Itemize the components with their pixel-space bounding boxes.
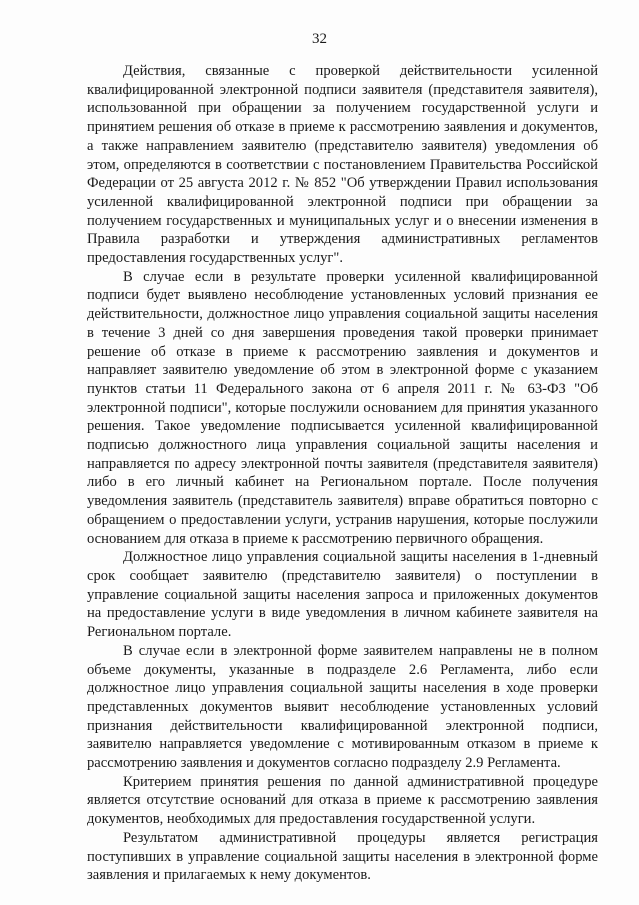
paragraph-verification-failure: В случае если в результате проверки усиленной квалифицированной подписи будет выявлено несоблюдение установленных условий признания ее действительности, должностное лицо управления социальной защиты населения в течение 3 дней со дня завершения проведения такой проверки принимает решение об отказе в приеме к рассмотрению заявления и документов и направляет заявителю уведомление об этом в электронной форме с указанием пунктов статьи 11 Федерального закона от 6 апреля 2011 г. № 63-ФЗ "Об электронной подписи", которые послужили основанием для принятия указанного решения. Такое уведомление подписывается усиленной квалифицированной подписью должностного лица управления социальной защиты населения и направляется по адресу электронной почты заявителя (представителя заявителя) либо в его личный кабинет на Региональном портале. После получения уведомления заявитель (представитель заявителя) вправе обратиться повторно с обращением о предоставлении услуги, устранив нарушения, которые послужили основанием для отказа в приеме к рассмотрению первичного обращения. — [87, 268, 598, 547]
paragraph-receipt-notification: Должностное лицо управления социальной защиты населения в 1-дневный срок сообщает заявителю (представителю заявителя) о поступлении в управление социальной защиты населения запроса и приложенных документов на предоставление услуги в виде уведомления в личном кабинете заявителя на Региональном портале. — [87, 549, 598, 641]
page-number: 32 — [312, 31, 327, 47]
paragraph-procedure-result: Результатом административной процедуры является регистрация поступивших в управление социальной защиты населения в электронной форме заявления и прилагаемых к нему документов. — [87, 829, 598, 884]
paragraph-incomplete-documents: В случае если в электронной форме заявителем направлены не в полном объеме документы, указанные в подразделе 2.6 Регламента, либо если должностное лицо управления социальной защиты населения в ходе проверки представленных документов выявит несоблюдение установленных условий признания действительности квалифицированной электронной подписи, заявителю направляется уведомление с мотивированным отказом в приеме к рассмотрению заявления и документов согласно подразделу 2.9 Регламента. — [87, 642, 598, 772]
document-body — [87, 62, 598, 885]
paragraph-decision-criterion: Критерием принятия решения по данной административной процедуре является отсутствие оснований для отказа в приеме к рассмотрению заявления документов, необходимых для предоставления государственной услуги. — [87, 773, 598, 828]
paragraph-signature-verification: Действия, связанные с проверкой действительности усиленной квалифицированной электронной подписи заявителя (представителя заявителя), использованной при обращении за получением государственной услуги и принятием решения об отказе в приеме к рассмотрению заявления и документов, а также направлением заявителю (представителю заявителя) уведомления об этом, определяются в соответствии с постановлением Правительства Российской Федерации от 25 августа 2012 г. № 852 "Об утверждении Правил использования усиленной квалифицированной электронной подписи при обращении за получением государственных и муниципальных услуг и о внесении изменения в Правила разработки и утверждения административных регламентов предоставления государственных услуг". — [87, 63, 598, 267]
